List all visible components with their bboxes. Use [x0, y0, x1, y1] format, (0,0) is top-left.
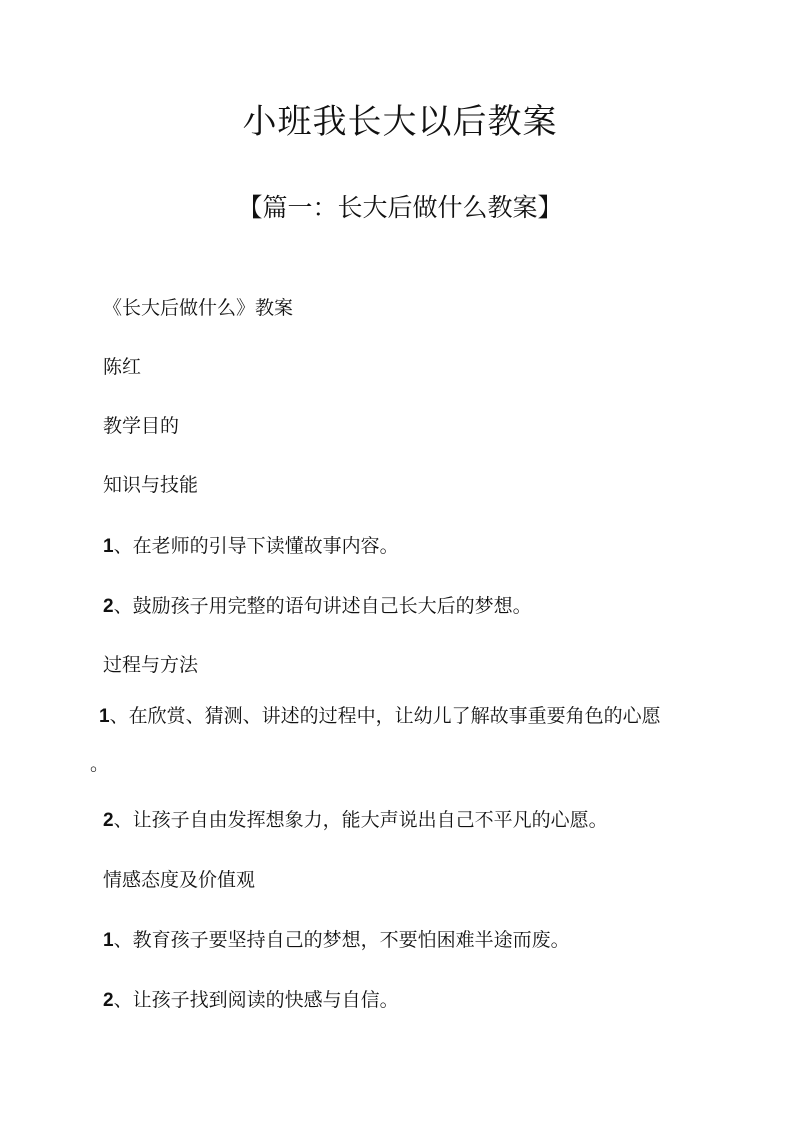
line-text: 。: [90, 753, 110, 775]
line-text: 陈红: [103, 356, 142, 378]
list-item: [103, 532, 399, 561]
lesson-name-line: [103, 294, 293, 322]
list-item: [103, 986, 399, 1015]
item-number: 2: [103, 810, 114, 831]
line-text: 教学目的: [103, 415, 180, 437]
list-item: [103, 806, 608, 835]
line-text: 、鼓励孩子用完整的语句讲述自己长大后的梦想。: [113, 595, 532, 617]
line-text: 过程与方法: [103, 654, 199, 676]
list-item: [103, 926, 570, 955]
item-number: 1: [103, 930, 114, 951]
item-number: 1: [99, 706, 110, 727]
line-text: 《长大后做什么》教案: [103, 297, 294, 319]
section-heading-objectives: [103, 412, 179, 440]
line-text: 知识与技能: [103, 474, 199, 496]
section-heading-knowledge: [103, 471, 198, 499]
line-text: 、在老师的引导下读懂故事内容。: [113, 535, 399, 557]
document-title: 小班我长大以后教案: [242, 102, 558, 142]
item-number: 2: [103, 990, 114, 1011]
list-item: [103, 592, 532, 621]
section-heading-values: [103, 866, 255, 894]
line-text: 、让孩子找到阅读的快感与自信。: [113, 989, 399, 1011]
line-text: 情感态度及价值观: [103, 869, 256, 891]
section-heading-process: [103, 651, 198, 679]
line-text: 、在欣赏、猜测、讲述的过程中，让幼儿了解故事重要角色的心愿: [109, 705, 661, 727]
wrapped-line-tail: [90, 750, 109, 778]
line-text: 、让孩子自由发挥想象力，能大声说出自己不平凡的心愿。: [113, 809, 608, 831]
author-line: [103, 353, 141, 381]
list-item: [99, 702, 661, 731]
document-subtitle: 【篇一：长大后做什么教案】: [237, 193, 563, 222]
line-text: 、教育孩子要坚持自己的梦想，不要怕困难半途而废。: [113, 929, 570, 951]
item-number: 2: [103, 596, 114, 617]
item-number: 1: [103, 536, 114, 557]
